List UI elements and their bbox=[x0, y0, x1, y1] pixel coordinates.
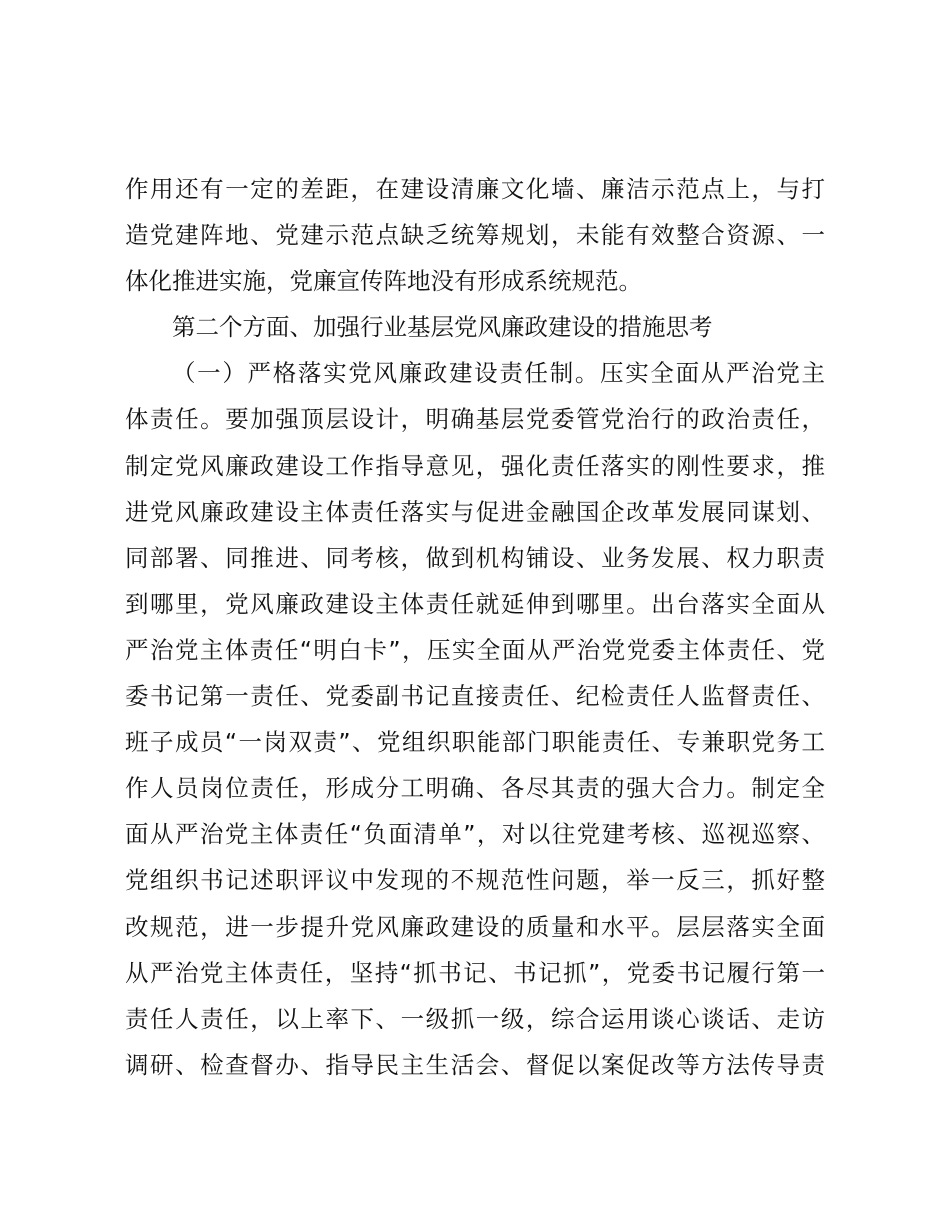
subsection-heading-line: （一）严格落实党风廉政建设责任制。压实全面从严治党主 bbox=[172, 359, 825, 388]
text-line: 作人员岗位责任，形成分工明确、各尽其责的强大合力。制定全 bbox=[125, 774, 825, 803]
text-line: 进党风廉政建设主体责任落实与促进金融国企改革发展同谋划、 bbox=[125, 497, 825, 526]
text-line: 改规范，进一步提升党风廉政建设的质量和水平。层层落实全面 bbox=[125, 912, 825, 941]
text-line: 面从严治党主体责任“负面清单”，对以往党建考核、巡视巡察、 bbox=[125, 820, 825, 849]
text-line: 党组织书记述职评议中发现的不规范性问题，举一反三，抓好整 bbox=[125, 866, 825, 895]
text-line: 委书记第一责任、党委副书记直接责任、纪检责任人监督责任、 bbox=[125, 682, 825, 711]
text-line: 造党建阵地、党建示范点缺乏统筹规划，未能有效整合资源、一 bbox=[125, 221, 825, 250]
text-line: 严治党主体责任“明白卡”，压实全面从严治党党委主体责任、党 bbox=[125, 635, 825, 664]
text-line: 调研、检查督办、指导民主生活会、督促以案促改等方法传导责 bbox=[125, 1050, 825, 1079]
text-line: 到哪里，党风廉政建设主体责任就延伸到哪里。出台落实全面从 bbox=[125, 589, 825, 618]
text-line: 制定党风廉政建设工作指导意见，强化责任落实的刚性要求，推 bbox=[125, 451, 825, 480]
section-heading: 第二个方面、加强行业基层党风廉政建设的措施思考 bbox=[172, 313, 713, 342]
text-line: 同部署、同推进、同考核，做到机构铺设、业务发展、权力职责 bbox=[125, 543, 825, 572]
text-line: 责任人责任，以上率下、一级抓一级，综合运用谈心谈话、走访 bbox=[125, 1004, 825, 1033]
text-line: 作用还有一定的差距，在建设清廉文化墙、廉洁示范点上，与打 bbox=[125, 175, 825, 203]
body-text bbox=[125, 166, 825, 1088]
text-line: 班子成员“一岗双责”、党组织职能部门职能责任、专兼职党务工 bbox=[125, 728, 825, 757]
text-line: 从严治党主体责任，坚持“抓书记、书记抓”，党委书记履行第一 bbox=[125, 958, 825, 987]
text-line: 体责任。要加强顶层设计，明确基层党委管党治行的政治责任， bbox=[125, 405, 825, 434]
text-line: 体化推进实施，党廉宣传阵地没有形成系统规范。 bbox=[125, 267, 642, 296]
